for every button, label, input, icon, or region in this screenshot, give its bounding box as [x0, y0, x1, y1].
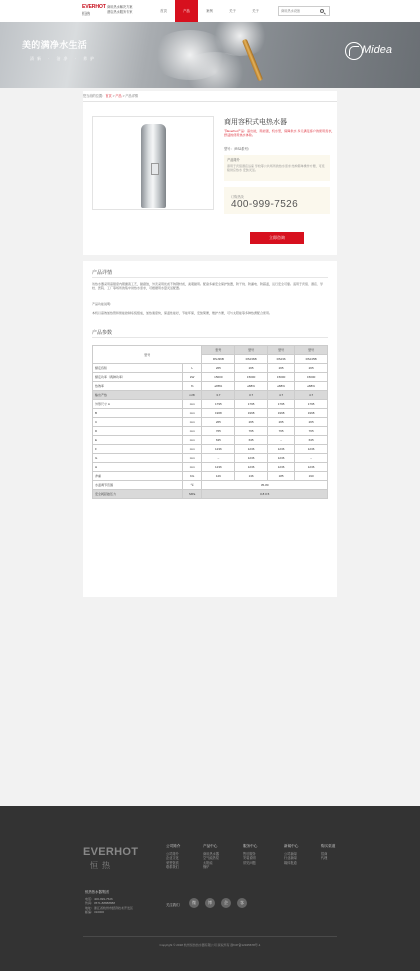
param-unit: mm — [182, 409, 202, 418]
control-panel-image — [151, 163, 159, 175]
product-image[interactable] — [92, 116, 214, 210]
model-cell: RSJ36 — [267, 355, 294, 364]
qq-icon[interactable]: 企 — [221, 898, 231, 908]
table-row — [93, 490, 328, 499]
table-row — [93, 463, 328, 472]
breadcrumb-prefix: 您当前的位置： — [83, 94, 106, 98]
hotline-number[interactable]: 400-999-7526 — [231, 199, 299, 210]
table-row — [93, 409, 328, 418]
contact-line: 邮编：310000 — [85, 910, 105, 915]
param-value: 1968 — [235, 409, 268, 418]
param-unit: mm — [182, 436, 202, 445]
footer-link[interactable]: 行业新闻 — [284, 856, 297, 861]
breadcrumb-home[interactable]: 首页 — [105, 94, 112, 98]
param-label: 净重 — [93, 472, 183, 481]
slogan-line-1: 商用热水解决方案 — [107, 5, 133, 9]
footer-contact — [85, 890, 133, 915]
table-row — [93, 427, 328, 436]
footer-col-news — [284, 844, 298, 865]
footer-link[interactable]: 安装说明 — [243, 856, 256, 861]
param-unit: ℃ — [182, 481, 202, 490]
param-value: 635 — [295, 436, 328, 445]
param-value: 4.7 — [267, 391, 294, 400]
footer-link[interactable]: 空气能热泵 — [203, 856, 219, 861]
header-slogan — [107, 5, 133, 14]
param-unit: MPa — [182, 490, 202, 499]
table-row — [93, 391, 328, 400]
table-row — [93, 472, 328, 481]
param-value: 265 — [235, 418, 268, 427]
param-value: 1236 — [267, 463, 294, 472]
param-value: 1236 — [202, 463, 235, 472]
param-value: 265 — [202, 364, 235, 373]
param-label: 安全阀起始压力 — [93, 490, 183, 499]
param-value: 1968 — [202, 409, 235, 418]
param-value: 1795 — [295, 400, 328, 409]
param-value: 1236 — [235, 454, 268, 463]
param-value: 635 — [235, 436, 268, 445]
footer-col-channels — [321, 844, 335, 861]
param-value: 1236 — [267, 454, 294, 463]
param-label: F — [93, 445, 183, 454]
weibo-icon[interactable]: 博 — [205, 898, 215, 908]
param-value: 1236 — [295, 463, 328, 472]
hotline-label: 订购热线 — [231, 195, 244, 199]
param-value: 265 — [295, 418, 328, 427]
param-value: 265 — [267, 418, 294, 427]
param-unit: mm — [182, 400, 202, 409]
slogan-line-2: 酒店热水服务专家 — [107, 9, 133, 14]
param-unit: mm — [182, 427, 202, 436]
product-description: 节Everhot产品：高出能，用能强，机水型，保障供水 多元满足客户的使用需求，舒适的使用热水体验。 — [224, 129, 335, 138]
table-row — [93, 436, 328, 445]
param-value: 1795 — [267, 400, 294, 409]
divider — [92, 277, 328, 278]
customer-service-icon[interactable]: 客 — [237, 898, 247, 908]
footer-link[interactable]: 代理 — [321, 856, 328, 861]
params-section-title: 产品参数 — [92, 330, 113, 336]
param-value: 765 — [235, 427, 268, 436]
table-header-cell: 型号 — [235, 346, 268, 355]
param-unit: mm — [182, 454, 202, 463]
param-value: – — [202, 454, 235, 463]
details-paragraph-2: 产品功能说明： — [92, 302, 114, 306]
param-value: 15000 — [295, 373, 328, 382]
param-value: 0.8 0.5 — [202, 490, 328, 499]
table-row — [93, 364, 328, 373]
copyright: Copyright © 2018 杭州恒热热水器有限公司 版权所有 浙ICP备12345678号-1 — [159, 943, 261, 947]
divider — [92, 337, 328, 338]
param-value: ≥88% — [202, 382, 235, 391]
param-value: 1236 — [295, 445, 328, 454]
param-value: 3.7 — [235, 391, 268, 400]
param-label: 输出产热 — [93, 391, 183, 400]
param-value: 35-80 — [202, 481, 328, 490]
water-splash — [210, 22, 270, 56]
footer-col-title: 产品中心 — [203, 844, 218, 848]
param-value: 265 — [202, 418, 235, 427]
param-value: 265 — [235, 364, 268, 373]
param-label: B — [93, 409, 183, 418]
param-value: 15000 — [202, 373, 235, 382]
param-unit: mm — [182, 445, 202, 454]
table-header-cell: 型号 — [267, 346, 294, 355]
contact-line: 传真：0571-88888888 — [85, 901, 116, 906]
param-label: D — [93, 427, 183, 436]
param-label: E — [93, 436, 183, 445]
hero-banner — [0, 22, 420, 88]
param-value: 1236 — [235, 463, 268, 472]
param-value: ≥88% — [235, 382, 268, 391]
table-header-model: 型号 — [93, 346, 202, 364]
param-value: – — [295, 454, 328, 463]
breadcrumb-products[interactable]: 产品 — [115, 94, 122, 98]
param-label: 额定功率（两种功率） — [93, 373, 183, 382]
footer-link[interactable]: 锅炉 — [203, 865, 210, 870]
param-unit: kW — [182, 373, 202, 382]
footer-link[interactable]: 售后服务 — [243, 851, 256, 856]
footer-logo-cn: 恒热 — [90, 861, 114, 870]
product-title: 商用容积式电热水器 — [224, 119, 287, 126]
table-header-cell: 型号 — [202, 346, 235, 355]
param-value: 635 — [202, 436, 235, 445]
param-value: 15000 — [235, 373, 268, 382]
footer-col-title: 新闻中心 — [284, 844, 299, 848]
nav-about[interactable]: 关于 — [229, 9, 236, 13]
model-cell: RSJ36B — [202, 355, 235, 364]
param-value: 265 — [295, 364, 328, 373]
param-value: 765 — [202, 427, 235, 436]
table-row — [93, 418, 328, 427]
param-value: 1236 — [202, 445, 235, 454]
param-value: 1968 — [267, 409, 294, 418]
search-icon[interactable] — [320, 9, 324, 13]
nav-products[interactable]: 产品 — [175, 0, 198, 22]
footer-col-title: 购买渠道 — [321, 844, 336, 848]
details-paragraph-1: 该热水器采用高强度内胆搪瓷工艺，耐腐蚀，外壳采用优质不锈钢材质，美观耐用。配备多重安全保护装置，防干烧、防漏电、防超温，运行安全可靠。适用于宾馆、酒店、学校、医院、工厂等场所的集中供热水需求，可根据用水量灵活配置。 — [92, 282, 324, 291]
site-footer — [0, 806, 420, 971]
param-value: 765 — [295, 427, 328, 436]
product-model: 型号：（RSJ系列） — [224, 147, 251, 151]
param-unit: L — [182, 364, 202, 373]
footer-link[interactable]: 太阳能 — [203, 860, 213, 865]
midea-logo-text: Midea — [362, 44, 392, 56]
param-label: H — [93, 463, 183, 472]
table-row — [93, 445, 328, 454]
param-label: C — [93, 418, 183, 427]
param-value: 1968 — [295, 409, 328, 418]
footer-col-title: 公司简介 — [166, 844, 181, 848]
main-nav — [152, 0, 267, 22]
param-value: 185 — [267, 472, 294, 481]
footer-col-company — [166, 844, 180, 870]
contact-line: 电话：400-999-7526 — [85, 896, 113, 901]
breadcrumb-current: 产品详情 — [125, 94, 139, 98]
param-value: 3.7 — [202, 391, 235, 400]
breadcrumb-sep: > — [121, 94, 126, 98]
param-value: 129 — [202, 472, 235, 481]
water-splash — [180, 52, 250, 88]
logo-en: EVERHOT — [82, 4, 106, 10]
param-label: G — [93, 454, 183, 463]
footer-col-service — [243, 844, 257, 865]
wechat-icon[interactable]: 微 — [189, 898, 199, 908]
footer-link[interactable]: 公司新闻 — [284, 851, 297, 856]
param-value: 1795 — [202, 400, 235, 409]
model-cell: RSJ36B — [235, 355, 268, 364]
footer-link[interactable]: 联系我们 — [166, 865, 179, 870]
breadcrumb — [83, 93, 138, 98]
footer-link[interactable]: 常见问题 — [243, 860, 256, 865]
param-value: ≥88% — [295, 382, 328, 391]
nav-about-2[interactable]: 关于 — [252, 9, 259, 13]
param-value: 1236 — [267, 445, 294, 454]
model-cell: RSJ45B — [295, 355, 328, 364]
param-value: 265 — [267, 364, 294, 373]
footer-link[interactable]: 媒体报道 — [284, 860, 297, 865]
footer-logo-en: EVERHOT — [83, 846, 139, 858]
table-header-cell: 型号 — [295, 346, 328, 355]
param-unit: mm — [182, 463, 202, 472]
follow-label: 关注我们 — [166, 903, 180, 907]
brand-logo[interactable] — [82, 4, 104, 16]
banner-subtitle: 清新 · 洁净 · 养护 — [30, 56, 98, 61]
logo-cn: 恒热 — [82, 11, 90, 16]
param-label: 额定容积 — [93, 364, 183, 373]
footer-link[interactable]: 荣誉资质 — [166, 860, 179, 865]
nav-cases[interactable]: 案例 — [206, 9, 213, 13]
site-header — [0, 0, 420, 22]
product-panel — [83, 91, 337, 255]
midea-logo-icon — [345, 42, 363, 60]
table-row — [93, 373, 328, 382]
param-value: 190 — [295, 472, 328, 481]
footer-link[interactable]: 公司简介 — [166, 851, 179, 856]
params-table — [92, 345, 328, 499]
table-row — [93, 382, 328, 391]
param-unit: KG — [182, 472, 202, 481]
banner-title: 美的满净水生活 — [22, 40, 88, 50]
param-value: – — [267, 436, 294, 445]
breadcrumb-sep: > — [111, 94, 116, 98]
consult-button[interactable]: 立即咨询 — [250, 232, 304, 244]
table-row — [93, 400, 328, 409]
param-label: 水温调节范围 — [93, 481, 183, 490]
intro-title: 产品简介 — [227, 158, 240, 162]
param-label: 外形尺寸 A — [93, 400, 183, 409]
param-label: 热效率 — [93, 382, 183, 391]
param-unit: % — [182, 382, 202, 391]
param-value: 136 — [235, 472, 268, 481]
param-value: 15000 — [267, 373, 294, 382]
intro-text: 商用于宾馆酒店浴室 学校等公共场所的热水需求 结构简单操作方便，可连续供应热水 安装灵活。 — [227, 164, 325, 172]
details-paragraph-3: 本机以高效加热管和智能控制系统组成，加热速度快，保温性能好，节能环保，安装简便，维护方便，可与太阳能等多种热源配合使用。 — [92, 311, 273, 315]
divider — [83, 936, 337, 937]
param-value: 1236 — [235, 445, 268, 454]
footer-col-products — [203, 844, 219, 870]
footer-link[interactable]: 企业文化 — [166, 856, 179, 861]
table-row — [93, 481, 328, 490]
footer-link[interactable]: 招商 — [321, 851, 328, 856]
param-value: 4.7 — [295, 391, 328, 400]
contact-title: 恒热热水器集团 — [85, 890, 109, 894]
param-unit: mm — [182, 418, 202, 427]
details-section-title: 产品详情 — [92, 270, 113, 276]
footer-col-title: 服务中心 — [243, 844, 258, 848]
table-row — [93, 454, 328, 463]
param-value: 1795 — [235, 400, 268, 409]
param-value: 765 — [267, 427, 294, 436]
contact-line: 地址：浙江省杭州市经济技术开发区 — [85, 905, 134, 910]
param-unit: m³/h — [182, 391, 202, 400]
footer-link[interactable]: 商用热水器 — [203, 851, 219, 856]
nav-home[interactable]: 首页 — [160, 9, 167, 13]
param-value: ≥88% — [267, 382, 294, 391]
product-intro-box — [224, 155, 330, 181]
divider — [83, 101, 337, 102]
